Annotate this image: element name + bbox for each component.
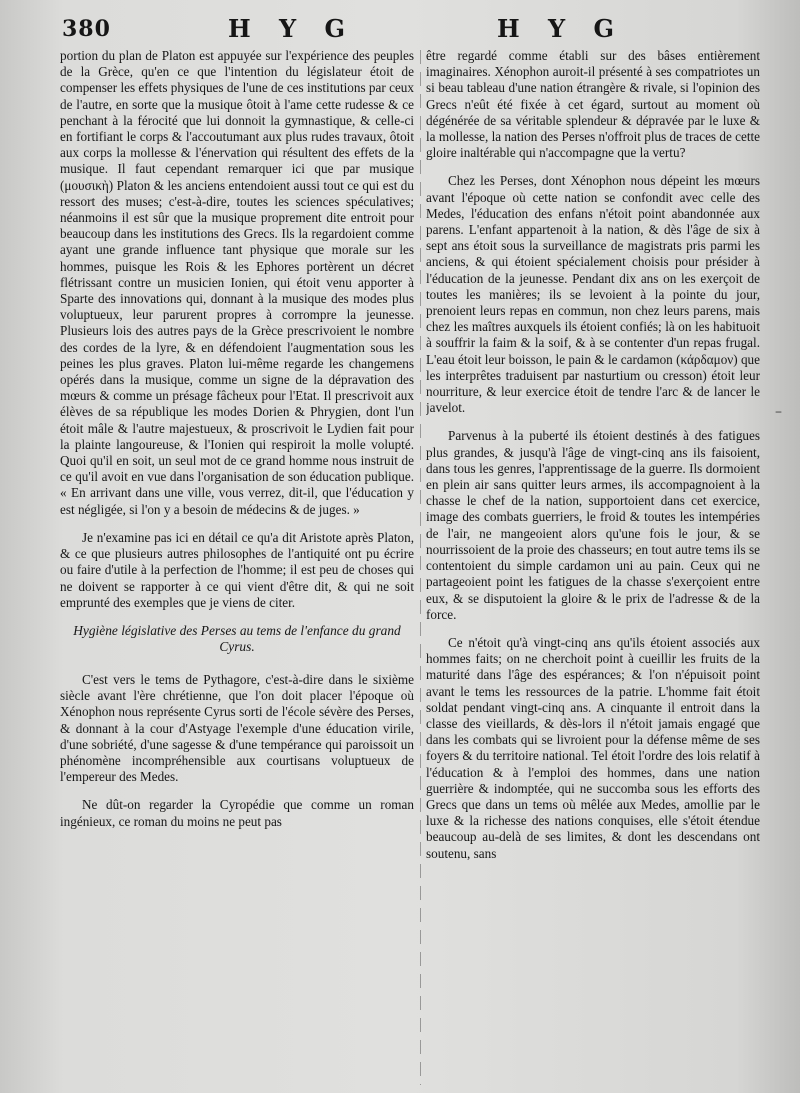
right-paragraph-2: Chez les Perses, dont Xénophon nous dépeint les mœurs avant l'époque où cette nation se confondit avec celle des Medes, l'éducation des enfans n'étoit point abandonnée aux parens. L'enfant appartenoit à la nation, & dès l'âge de six à sept ans étoit sous la surveillance de magistrats pris parmi les anciens, & qui étoient spécialement choisis pour présider à l'éducation de la jeunesse. Pendant dix ans on les exerçoit de toutes les manières; ils se levoient à la pointe du jour, prenoient leurs repas en commun, non chez leurs parens, mais chez les maîtres auxquels ils étoient confiés; là on les habituoit à souffrir la faim & la soif, & à se contenter d'un repas frugal. L'eau étoit leur boisson, le pain & le cardamon (κάρδαμον) que les interprêtes traduisent par nasturtium ou cresson) étoit leur nourriture, & leur exercice étoit de tendre l'arc & de lancer le javelot.	[426, 173, 760, 416]
margin-dash-mark: –	[775, 404, 782, 420]
running-head-left: H Y G	[228, 14, 356, 43]
left-column	[60, 48, 414, 1088]
column-divider	[420, 50, 421, 1085]
right-paragraph-1: être regardé comme établi sur des bâses entièrement imaginaires. Xénophon auroit-il présenté à ses compatriotes un si beau tableau d'une nation étrangère & rivale, si l'opinion des Grecs n'eût été fixée à cet égard, surtout au moment où dégénérée de sa véritable splendeur & dépravée par le luxe & la mollesse, la nation des Perses n'offroit plus de traces de cette gloire inaltérable qui n'accompagne que la vertu?	[426, 48, 760, 161]
left-paragraph-4: Ne dût-on regarder la Cyropédie que comme un roman ingénieux, ce roman du moins ne peut pas	[60, 797, 414, 829]
left-paragraph-3: C'est vers le tems de Pythagore, c'est-à-dire dans le sixième siècle avant l'ère chrétienne, que l'on doit placer l'époque où Xénophon nous représente Cyrus sorti de l'école sévère des Perses, & donnant à la cour d'Astyage l'exemple d'une éducation virile, d'une sobriété, d'une sagesse & d'une tempérance qui paroissoit un phénomène incompréhensible aux courtisans voluptueux de l'empereur des Medes.	[60, 671, 414, 785]
right-paragraph-4: Ce n'étoit qu'à vingt-cinq ans qu'ils étoient associés aux hommes faits; on ne cherchoit point à cueillir les fruits de la maturité dans l'âge des espérances; & l'on n'épuisoit point avant le tems les ressources de la patrie. L'homme fait étoit soldat pendant vingt-cinq ans. A cinquante il entroit dans la classe des vieillards, & dès-lors il n'étoit jamais engagé que dans les combats qui se livroient pour la défense même de ses foyers & du territoire national. Tel étoit l'ordre des lois relatif à l'éducation & à l'emploi des hommes, dans une nation guerrière & indomptée, qui ne succomba sous les efforts des Grecs que dans un tems où mêlée aux Medes, amollie par le luxe & la richesse des nations conquises, elle s'étoit étendue beaucoup au-delà de ses limites, & dont les descendans ont soutenu, sans	[426, 634, 760, 861]
page-header	[0, 14, 800, 44]
right-paragraph-3: Parvenus à la puberté ils étoient destinés à des fatigues plus grandes, & jusqu'à l'âge de vingt-cinq ans ils faisoient, dans tous les genres, l'apprentissage de la guerre. Ils dormoient en plein air sans quitter leurs armes, ils accompagnoient à la chasse le chef de la nation, supportoient dans cet exercice, image des combats guerriers, le froid & toutes les intempéries de l'air, ne mangeoient alors qu'une fois le jour, & se nourrissoient de la proie des chasseurs; en tout autre tems ils se contentoient du simple cardamon uni au pain. Ceux qui ne partageoient point les fatigues de la chasse s'exerçoient entre eux, & se disputoient la gloire & le prix de l'adresse & de la force.	[426, 428, 760, 622]
left-paragraph-1: portion du plan de Platon est appuyée sur l'expérience des peuples de la Grèce, qu'en ce que l'intention du législateur étoit de compenser les effets physiques de l'une de ces institutions par ceux de l'autre, en sorte que la musique ôtoit à l'ame cette rudesse & ce penchant à la férocité que lui donnoit la gymnastique, & celle-ci en fortifiant le corps & l'accoutumant aux plus rudes travaux, ôtoit aux corps la mollesse & l'énervation qui résultent des effets de la musique. Il faut cependant remarquer ici que par musique (μουσικὴ) Platon & les anciens entendoient aussi tout ce qui est du ressort des muses; c'est-à-dire, toutes les sciences spéculatives; néanmoins il est sûr que la musique proprement dite entroit pour beaucoup dans les institutions des Grecs. Ils la regardoient comme ayant une grande influence tant physique que morale sur les hommes, puisque les Rois & les Ephores portèrent un décret flétrissant contre un musicien Ionien, qui étoit venu apporter à Sparte des innovations qui, donnant à la musique des modes plus voluptueux, leur parurent propres à corrompre la jeunesse. Plusieurs lois des autres pays de la Grèce prescrivoient le nombre des cordes de la lyre, & en défendoient l'augmentation sous les peines les plus graves. Platon lui-même regarde les changemens opérés dans la musique, comme un signe de la dépravation des mœurs & comme un présage fâcheux pour l'Etat. Il prescrivoit aux élèves de sa république les modes Dorien & Phrygien, dont l'un étoit mâle & l'autre majestueux, & proscrivoit le Lydien fait pour la plainte langoureuse, & l'Ionien qui respiroit la molle volupté. Quoi qu'il en soit, un seul mot de ce grand homme nous instruit de ce qu'il avoit en vue dans l'organisation de son éducation publique. « En arrivant dans une ville, vous verrez, dit-il, que l'éducation y est négligée, si l'on y a besoin de médecins & de juges. »	[60, 48, 414, 517]
left-paragraph-2: Je n'examine pas ici en détail ce qu'a dit Aristote après Platon, & ce que plusieurs autres philosophes de l'antiquité ont pu écrire ou faire d'utile à la perfection de l'homme; il est peu de choses qui ne doivent se rapporter à ce qui vient d'être dit, & qui ne soit emprunté des exemples que je viens de citer.	[60, 529, 414, 610]
section-title: Hygiène législative des Perses au tems de l'enfance du grand Cyrus.	[73, 622, 401, 655]
right-column	[426, 48, 760, 1088]
page-number: 380	[62, 16, 111, 42]
running-head-right: H Y G	[497, 14, 625, 43]
